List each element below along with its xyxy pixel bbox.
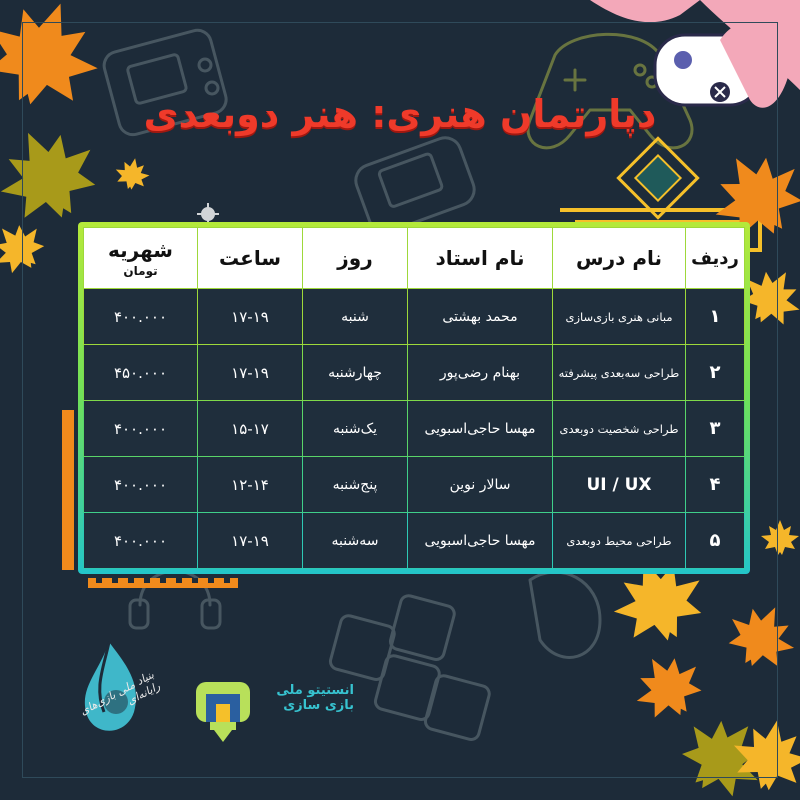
- cell-row-number: ۳: [686, 401, 745, 457]
- table-row: [84, 345, 745, 401]
- header-hour: ساعت: [198, 228, 303, 289]
- foundation-logo-text: بنیاد ملی بازی‌های رایانه‌ای: [77, 668, 163, 718]
- header-teacher: نام استاد: [408, 228, 553, 289]
- header-fee-unit: تومان: [123, 264, 158, 278]
- cell-fee: ۴۵۰.۰۰۰: [84, 345, 198, 401]
- cell-teacher: محمد بهشتی: [408, 289, 553, 345]
- cell-fee: ۴۰۰.۰۰۰: [84, 289, 198, 345]
- header-row-number: ردیف: [686, 228, 745, 289]
- cell-teacher: مهسا حاجی‌اسبویی: [408, 513, 553, 569]
- cell-day: چهارشنبه: [303, 345, 408, 401]
- cell-row-number: ۲: [686, 345, 745, 401]
- table-header-row: [84, 228, 745, 289]
- institute-emblem: [186, 674, 260, 746]
- cell-day: یک‌شنبه: [303, 401, 408, 457]
- cell-course: طراحی محیط دوبعدی: [553, 513, 686, 569]
- page-title: دپارتمان هنری: هنر دوبعدی: [143, 92, 657, 136]
- cell-hour: ۱۷-۱۹: [198, 345, 303, 401]
- cell-course: طراحی سه‌بعدی پیشرفته: [553, 345, 686, 401]
- table-row: [84, 513, 745, 569]
- institute-logo-line1: انستیتو ملی: [276, 683, 354, 698]
- cell-course: UI / UX: [553, 457, 686, 513]
- institute-logo-line2: بازی سازی: [283, 698, 354, 713]
- cell-hour: ۱۵-۱۷: [198, 401, 303, 457]
- cell-row-number: ۱: [686, 289, 745, 345]
- cell-teacher: مهسا حاجی‌اسبویی: [408, 401, 553, 457]
- cell-fee: ۴۰۰.۰۰۰: [84, 513, 198, 569]
- cell-fee: ۴۰۰.۰۰۰: [84, 457, 198, 513]
- header-fee-label: شهریه: [108, 238, 173, 262]
- cell-teacher: سالار نوین: [408, 457, 553, 513]
- schedule-table-frame: [78, 222, 750, 574]
- cell-row-number: ۴: [686, 457, 745, 513]
- cell-day: سه‌شنبه: [303, 513, 408, 569]
- institute-logo-text: [262, 683, 354, 713]
- cell-fee: ۴۰۰.۰۰۰: [84, 401, 198, 457]
- cell-course: طراحی شخصیت دوبعدی: [553, 401, 686, 457]
- header-fee: [84, 228, 198, 289]
- table-row: [84, 457, 745, 513]
- cell-hour: ۱۷-۱۹: [198, 289, 303, 345]
- schedule-table: [83, 227, 745, 569]
- header-course: نام درس: [553, 228, 686, 289]
- table-row: [84, 289, 745, 345]
- cell-course: مبانی هنری بازی‌سازی: [553, 289, 686, 345]
- cell-row-number: ۵: [686, 513, 745, 569]
- cell-teacher: بهنام رضی‌پور: [408, 345, 553, 401]
- cell-day: پنج‌شنبه: [303, 457, 408, 513]
- cell-day: شنبه: [303, 289, 408, 345]
- header-day: روز: [303, 228, 408, 289]
- table-row: [84, 401, 745, 457]
- cell-hour: ۱۷-۱۹: [198, 513, 303, 569]
- cell-hour: ۱۲-۱۴: [198, 457, 303, 513]
